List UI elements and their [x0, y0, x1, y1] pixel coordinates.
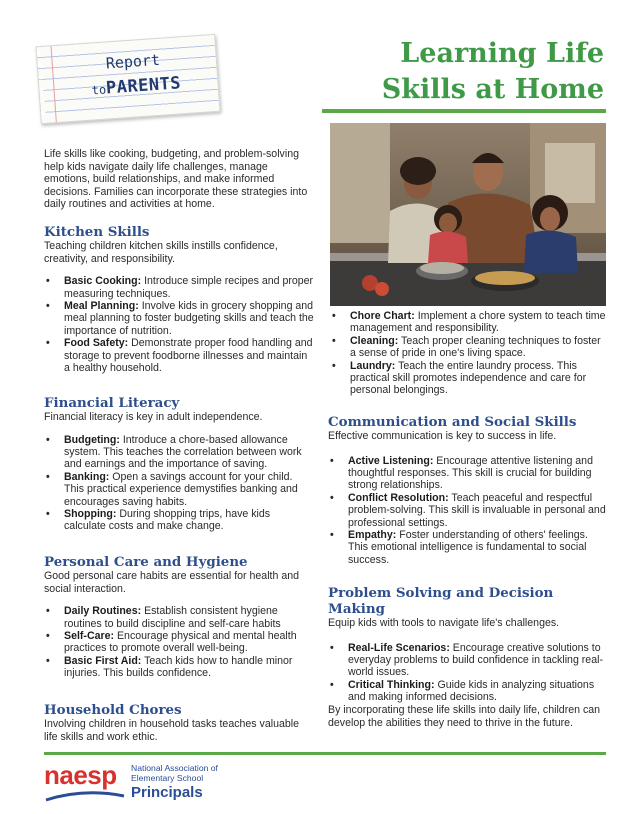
list-item: [44, 630, 314, 655]
footer-rule: [44, 752, 606, 755]
section-kitchen-skills: [44, 224, 314, 374]
item-text: Introduce simple recipes and proper measuring techniques.: [64, 275, 314, 300]
household-list: [330, 310, 608, 397]
personal-list: [44, 605, 314, 679]
heading-personal-care: Personal Care and Hygiene: [44, 554, 248, 570]
badge-parents-text: PARENTS: [105, 73, 182, 99]
list-item: [44, 300, 314, 337]
item-term: Shopping:: [64, 508, 117, 521]
list-item: [330, 360, 608, 397]
naesp-logo: [44, 760, 264, 806]
item-term: Basic First Aid:: [64, 654, 142, 667]
heading-household-chores: Household Chores: [44, 702, 182, 718]
kitchen-list: [44, 275, 314, 374]
list-item: [328, 455, 608, 492]
financial-lead: Financial literacy is key in adult independence.: [44, 411, 263, 423]
section-personal-care: [44, 554, 314, 680]
item-term: Basic Cooking:: [64, 275, 142, 288]
report-to-parents-badge: [35, 34, 220, 124]
section-financial-literacy: [44, 395, 314, 533]
title-line-2: Skills at Home: [381, 74, 604, 105]
list-item: [330, 310, 608, 335]
section-problem-solving: [328, 585, 608, 704]
item-term: Empathy:: [348, 529, 397, 542]
item-text: Encourage physical and mental health practices to promote overall well-being.: [64, 630, 297, 655]
heading-financial-literacy: Financial Literacy: [44, 395, 180, 411]
item-text: Encourage attentive listening and thoughtful responses. This skill is crucial for building strong relationships.: [348, 454, 593, 492]
intro-paragraph: Life skills like cooking, budgeting, and problem-solving help kids navigate daily life challenges, manage emotions, build relationships, and make informed decisions. Families can incorporate these strategies into daily routines and activities at home.: [44, 148, 308, 211]
section-household-chores: [44, 702, 314, 743]
communication-list: [328, 455, 608, 567]
item-text: Teach proper cleaning techniques to foster a sense of pride in one's living space.: [350, 334, 601, 360]
household-lead: Involving children in household tasks teaches valuable life skills and work ethic.: [44, 718, 300, 743]
item-text: Open a savings account for your child. This practical experience demystifies banking and encourages saving habits.: [64, 470, 298, 508]
household-chores-list-continued: [330, 310, 608, 397]
logo-wordmark: naesp: [44, 760, 117, 790]
family-cooking-photo: [330, 123, 606, 306]
list-item: [330, 335, 608, 360]
communication-lead: Effective communication is key to success in life.: [328, 430, 557, 442]
item-term: Meal Planning:: [64, 300, 139, 312]
page-title: [344, 36, 604, 108]
item-text: Encourage creative solutions to everyday problems to build confidence in tackling real-world issues.: [348, 641, 603, 679]
personal-lead: Good personal care habits are essential for health and social interaction.: [44, 570, 300, 595]
item-text: Teach peaceful and respectful problem-solving. This skill is invaluable in personal and professional settings.: [348, 491, 606, 529]
problem-lead: Equip kids with tools to navigate life's challenges.: [328, 617, 560, 629]
list-item: [44, 275, 314, 300]
item-term: Cleaning:: [350, 334, 399, 347]
item-text: Demonstrate proper food handling and storage to prevent foodborne illnesses and maintain a healthy household.: [64, 337, 313, 375]
item-text: Establish consistent hygiene routines to build discipline and self-care habits: [64, 605, 281, 630]
item-text: Teach the entire laundry process. This practical skill promotes independence and care for personal belongings.: [350, 359, 587, 397]
heading-communication: Communication and Social Skills: [328, 414, 577, 430]
list-item: [328, 529, 608, 566]
title-rule: [322, 109, 606, 113]
item-term: Conflict Resolution:: [348, 491, 449, 504]
closing-paragraph: By incorporating these life skills into daily life, children can develop the abilities they need to thrive in the future.: [328, 704, 601, 729]
list-item: [44, 508, 314, 533]
list-item: [44, 605, 314, 630]
logo-line-3: Principals: [131, 784, 203, 801]
heading-kitchen-skills: Kitchen Skills: [44, 224, 150, 240]
item-text: Foster understanding of others' feelings. This emotional intelligence is fundamental to social success.: [348, 529, 588, 566]
item-term: Active Listening:: [348, 454, 434, 467]
kitchen-lead: Teaching children kitchen skills instills confidence, creativity, and responsibility.: [44, 240, 278, 265]
list-item: [44, 471, 314, 508]
item-text: Involve kids in grocery shopping and meal planning to foster budgeting skills and teach the importance of nutrition.: [64, 300, 314, 337]
item-text: Introduce a chore-based allowance system. This teaches the correlation between work and earnings and the importance of saving.: [64, 433, 302, 471]
item-text: During shopping trips, have kids calculate costs and make change.: [64, 508, 271, 533]
item-text: Implement a chore system to teach time management and responsibility.: [350, 310, 606, 335]
item-text: Guide kids in analyzing situations and making informed decisions.: [348, 678, 595, 704]
item-term: Chore Chart:: [350, 310, 415, 322]
item-term: Banking:: [64, 470, 110, 483]
item-term: Food Safety:: [64, 337, 129, 350]
item-term: Budgeting:: [64, 433, 120, 446]
item-term: Real-Life Scenarios:: [348, 641, 450, 654]
list-item: [44, 434, 314, 471]
item-term: Laundry:: [350, 359, 396, 372]
badge-to-parents: [91, 73, 182, 99]
financial-list: [44, 434, 314, 533]
item-text: Teach kids how to handle minor injuries. This builds confidence.: [64, 654, 293, 680]
logo-line-2: Elementary School: [131, 773, 204, 783]
heading-problem-solving: Problem Solving and Decision Making: [328, 585, 554, 617]
list-item: [328, 492, 608, 529]
section-communication: [328, 414, 608, 566]
item-term: Self-Care:: [64, 630, 115, 642]
list-item: [44, 655, 314, 680]
list-item: [328, 679, 608, 704]
title-line-1: Learning Life: [400, 38, 604, 69]
problem-list: [328, 642, 608, 704]
logo-swoosh: [44, 790, 126, 804]
list-item: [44, 337, 314, 374]
logo-line-1: National Association of: [131, 763, 218, 773]
badge-to-text: to: [91, 82, 107, 98]
item-term: Daily Routines:: [64, 605, 142, 618]
item-term: Critical Thinking:: [348, 678, 435, 691]
list-item: [328, 642, 608, 679]
badge-report-text: Report: [105, 50, 161, 73]
